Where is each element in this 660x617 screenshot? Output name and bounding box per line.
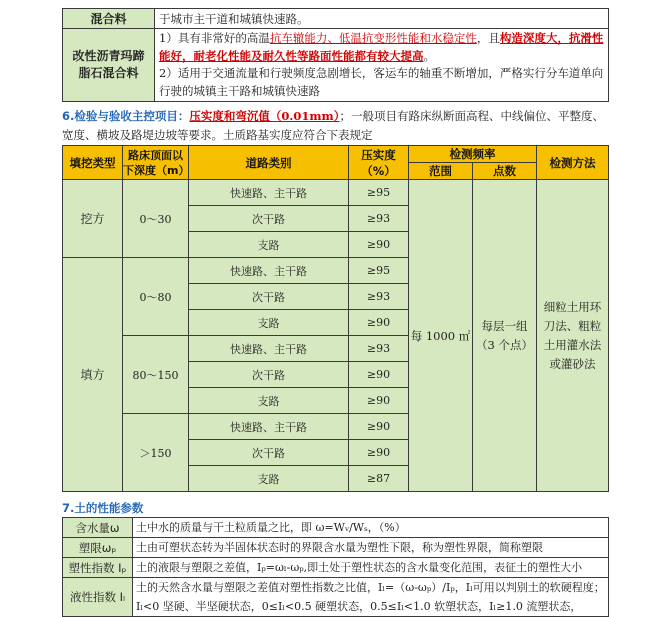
param-text: 土的液限与塑限之差值，Iₚ=ωₗ-ωₚ,即土处于塑性状态的含水量变化范围，表征土的塑性大小: [133, 558, 609, 578]
compaction-table: [62, 145, 609, 492]
header-frequency: 检测频率: [409, 146, 537, 163]
compaction-value: ≥87: [349, 466, 409, 492]
road-type: 次干路: [189, 284, 349, 310]
road-type: 次干路: [189, 206, 349, 232]
depth-80-150: 80～150: [123, 336, 189, 414]
road-type: 支路: [189, 310, 349, 336]
compaction-value: ≥93: [349, 206, 409, 232]
sma-p2: 2）适用于交通流量和行驶频度急剧增长，客运车的轴重不断增加，严格实行分车道单向行驶的城镇主干路和城镇快速路: [159, 66, 604, 98]
section-6-title: 6.检验与验收主控项目：: [62, 109, 190, 123]
road-type: 快速路、主干路: [189, 180, 349, 206]
header-range: 范围: [409, 163, 473, 180]
road-type: 次干路: [189, 440, 349, 466]
test-method: 细粒土用环刀法、粗粒土用灌水法或灌砂法: [537, 180, 609, 492]
param-label: 塑限ωₚ: [63, 538, 133, 558]
sma-p1c: ，且: [476, 31, 500, 45]
param-text: 土的天然含水量与塑限之差值对塑性指数之比值，Iₗ=（ω-ωₚ）/Iₚ，Iₗ可用以判别土的软硬程度；Iₗ<0 坚硬、半坚硬状态，0≤Iₗ<0.5 硬塑状态，0.5≤Iₗ<1.0 软塑状态，Iₗ≥1.0 流塑状态，: [133, 578, 609, 617]
param-text: 土中水的质量与干土粒质量之比，即 ω=Wᵥ/Wₛ，（%）: [133, 518, 609, 538]
road-type: 支路: [189, 388, 349, 414]
compaction-value: ≥95: [349, 258, 409, 284]
compaction-value: ≥93: [349, 284, 409, 310]
compaction-value: ≥90: [349, 362, 409, 388]
param-label: 塑性指数 Iₚ: [63, 558, 133, 578]
type-cut: 挖方: [63, 180, 123, 258]
road-type: 快速路、主干路: [189, 258, 349, 284]
param-text: 土由可塑状态转为半固体状态时的界限含水量为塑性下限，称为塑性界限，简称塑限: [133, 538, 609, 558]
row-text-sma: [155, 29, 609, 102]
param-label: 液性指数 Iₗ: [63, 578, 133, 617]
row-text-mixture: 于城市主干道和城镇快速路。: [155, 9, 609, 29]
depth-0-80: 0～80: [123, 258, 189, 336]
sma-p1-highlight-1: 抗车辙能力、低温抗变形性能和水稳定性: [269, 31, 477, 45]
road-type: 快速路、主干路: [189, 414, 349, 440]
section-6-paragraph: [62, 107, 608, 145]
sma-p1e: 。: [423, 48, 435, 63]
row-label-sma: 改性沥青玛蹄脂石混合料: [63, 29, 155, 102]
header-road: 道路类别: [189, 146, 349, 180]
road-type: 支路: [189, 232, 349, 258]
header-method: 检测方法: [537, 146, 609, 180]
frequency-range: 每 1000 ㎡: [409, 180, 473, 492]
section-6-text: ；一般项目有路床纵断面高程、中线偏位、平整度、宽度、横坡及路堤边坡等要求。土质路基实度应符合下表规定: [62, 109, 604, 142]
header-type: 填挖类型: [63, 146, 123, 180]
compaction-value: ≥90: [349, 310, 409, 336]
mixture-table: [62, 8, 609, 102]
header-points: 点数: [473, 163, 537, 180]
header-depth: 路床顶面以下深度（m）: [123, 146, 189, 180]
compaction-value: ≥90: [349, 232, 409, 258]
depth-0-30: 0～30: [123, 180, 189, 258]
soil-parameters-table: [62, 517, 609, 617]
compaction-value: ≥90: [349, 440, 409, 466]
frequency-points: 每层一组（3 个点）: [473, 180, 537, 492]
type-fill: 填方: [63, 258, 123, 492]
param-label: 含水量ω: [63, 518, 133, 538]
depth-over-150: ＞150: [123, 414, 189, 492]
sma-p1-highlight-2: 构造深度大，抗滑性能好，耐老化性能及耐久性等路面性能都有较大提高: [159, 31, 604, 63]
road-type: 快速路、主干路: [189, 336, 349, 362]
compaction-value: ≥90: [349, 414, 409, 440]
road-type: 次干路: [189, 362, 349, 388]
sma-p1a: 1）具有非常好的高温: [159, 31, 270, 45]
section-7-title: 7.土的性能参数: [62, 501, 144, 515]
section-6-highlight: 压实度和弯沉值（0.01mm）: [189, 109, 340, 123]
compaction-value: ≥93: [349, 336, 409, 362]
header-compaction: 压实度（%）: [349, 146, 409, 180]
row-label-mixture: 混合料: [63, 9, 155, 29]
road-type: 支路: [189, 466, 349, 492]
compaction-value: ≥95: [349, 180, 409, 206]
compaction-value: ≥90: [349, 388, 409, 414]
